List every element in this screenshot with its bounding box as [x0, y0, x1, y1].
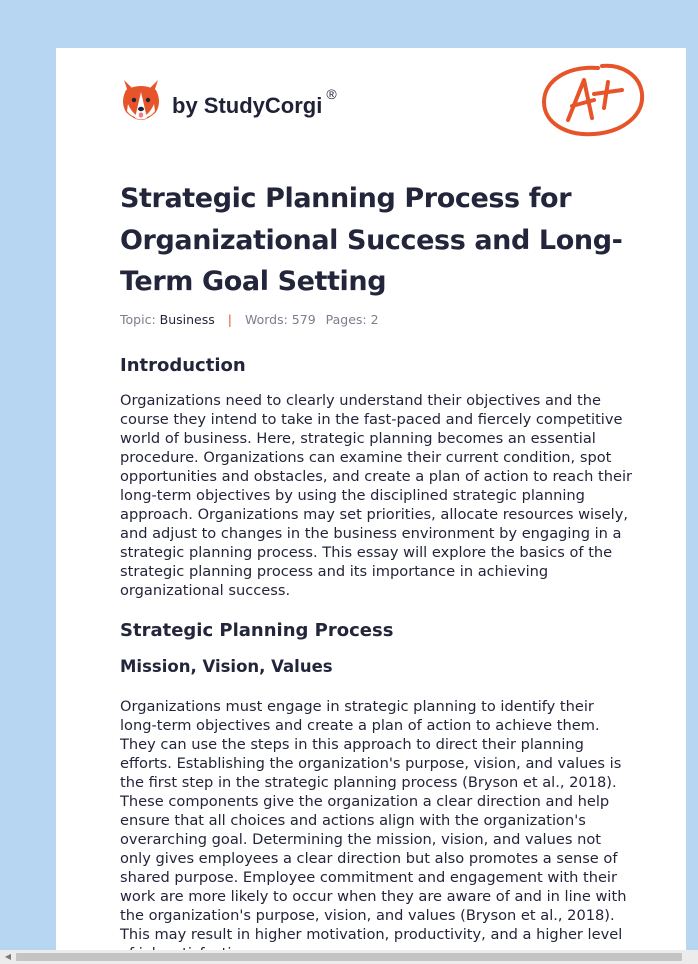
logo-text: by StudyCorgi — [172, 93, 323, 118]
introduction-paragraph: Organizations need to clearly understand their objectives and the course they intend to take in the fast-paced and fiercely competitive world of business. Here, strategic planning becomes an essential procedure. Organizations can examine their current condition, spot opportunities and obstacles, and create a plan of action to reach their long-term objectives by using the disciplined strategic planning approach. Organizations may set priorities, allocate resources wisely, and adjust to changes in the business environment by engaging in a strategic planning process. This essay will explore the basics of the strategic planning process and its importance in achieving organizational success. — [120, 392, 633, 599]
horizontal-scrollbar[interactable] — [0, 950, 698, 964]
document-meta — [120, 312, 379, 327]
words-label: Words: — [244, 312, 288, 327]
corgi-icon — [120, 78, 162, 122]
words-value: 579 — [291, 312, 316, 327]
process-heading: Strategic Planning Process — [120, 620, 394, 641]
pages-label: Pages: — [325, 312, 367, 327]
scroll-left-icon[interactable]: ◀ — [4, 952, 12, 961]
scrollbar-thumb[interactable] — [16, 953, 682, 961]
document-title: Strategic Planning Process for Organizational Success and Long-Term Goal Setting — [120, 183, 623, 297]
mission-vision-values-heading: Mission, Vision, Values — [120, 657, 333, 676]
registered-mark: ® — [326, 86, 337, 102]
pages-value: 2 — [370, 312, 379, 327]
topic-label: Topic: — [120, 312, 156, 327]
document-page — [56, 48, 686, 950]
a-plus-grade-icon — [538, 58, 648, 140]
studycorgi-logo[interactable] — [120, 76, 337, 124]
meta-separator: | — [227, 312, 232, 327]
topic-value[interactable]: Business — [159, 312, 215, 327]
mission-vision-values-paragraph: Organizations must engage in strategic planning to identify their long-term objectives and create a plan of action to achieve them. They can use the steps in this approach to direct their planning efforts. Establishing the organization's purpose, vision, and values is the first step in the strategic planning process (Bryson et al., 2018). These components give the organization a clear direction and help ensure that all choices and actions align with the organization's overarching goal. Determining the mission, vision, and values not only gives employees a clear direction but also promotes a sense of shared purpose. Employee commitment and engagement with their work are more likely to occur when they are aware of and in line with the organization's purpose, vision, and values (Bryson et al., 2018). This may result in higher motivation, productivity, and a higher level — [120, 698, 627, 943]
introduction-heading: Introduction — [120, 355, 246, 376]
